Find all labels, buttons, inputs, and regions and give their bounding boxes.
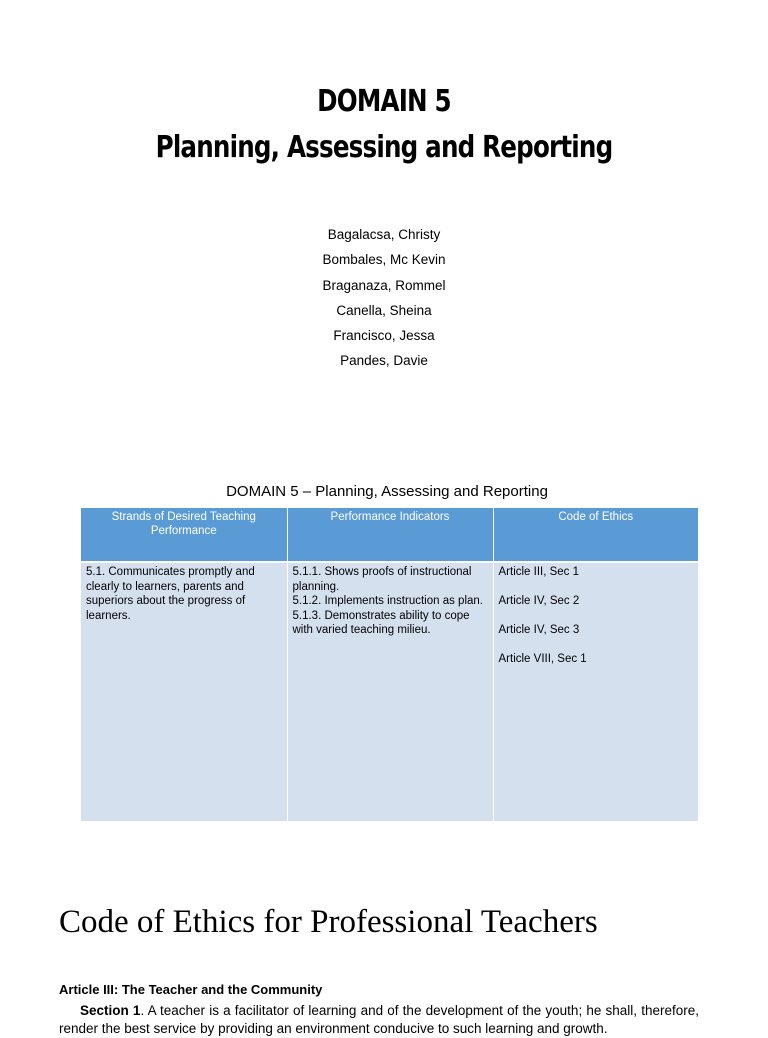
article-heading: Article III: The Teacher and the Community: [59, 982, 323, 997]
table-caption: DOMAIN 5 – Planning, Assessing and Reporting: [226, 483, 548, 500]
ethics-cell: [493, 562, 698, 821]
table-header-row: [81, 508, 698, 562]
section-body: . A teacher is a facilitator of learning and of the development of the youth; he shall, therefore, render the best service by providing an environment conducive to such learning and growth.: [59, 1003, 699, 1036]
header-indicators: Performance Indicators: [287, 508, 493, 562]
author-name: Bombales, Mc Kevin: [322, 252, 446, 268]
author-name: Canella, Sheina: [336, 302, 432, 318]
header-code-of-ethics: Code of Ethics: [493, 508, 698, 562]
ethics-reference: Article IV, Sec 3: [498, 624, 580, 636]
indicators-cell: [287, 562, 493, 821]
table-row: [81, 562, 698, 821]
author-list: [0, 226, 768, 378]
title-line-1: DOMAIN 5: [317, 84, 451, 119]
ethics-reference: Article IV, Sec 2: [498, 595, 580, 607]
author-name: Pandes, Davie: [340, 353, 428, 369]
header-strands: Strands of Desired Teaching Performance: [81, 508, 287, 562]
section-paragraph: [59, 1002, 699, 1038]
author-name: Braganaza, Rommel: [322, 277, 446, 293]
domain-table: [81, 508, 698, 821]
ethics-reference: Article VIII, Sec 1: [498, 653, 587, 665]
indicator-item: 5.1.2. Implements instruction as plan.: [292, 595, 483, 607]
title-line-2: Planning, Assessing and Reporting: [155, 130, 613, 165]
code-of-ethics-heading: Code of Ethics for Professional Teachers: [59, 904, 598, 940]
indicator-item: 5.1.1. Shows proofs of instructional planning.: [292, 566, 472, 593]
ethics-reference: Article III, Sec 1: [498, 566, 580, 578]
author-name: Bagalacsa, Christy: [327, 227, 441, 242]
section-label: Section 1: [80, 1003, 141, 1018]
author-name: Francisco, Jessa: [333, 328, 435, 344]
strand-cell: 5.1. Communicates promptly and clearly to learners, parents and superiors about the progress of learners.: [81, 562, 287, 821]
indicator-item: 5.1.3. Demonstrates ability to cope with varied teaching milieu.: [292, 609, 470, 636]
